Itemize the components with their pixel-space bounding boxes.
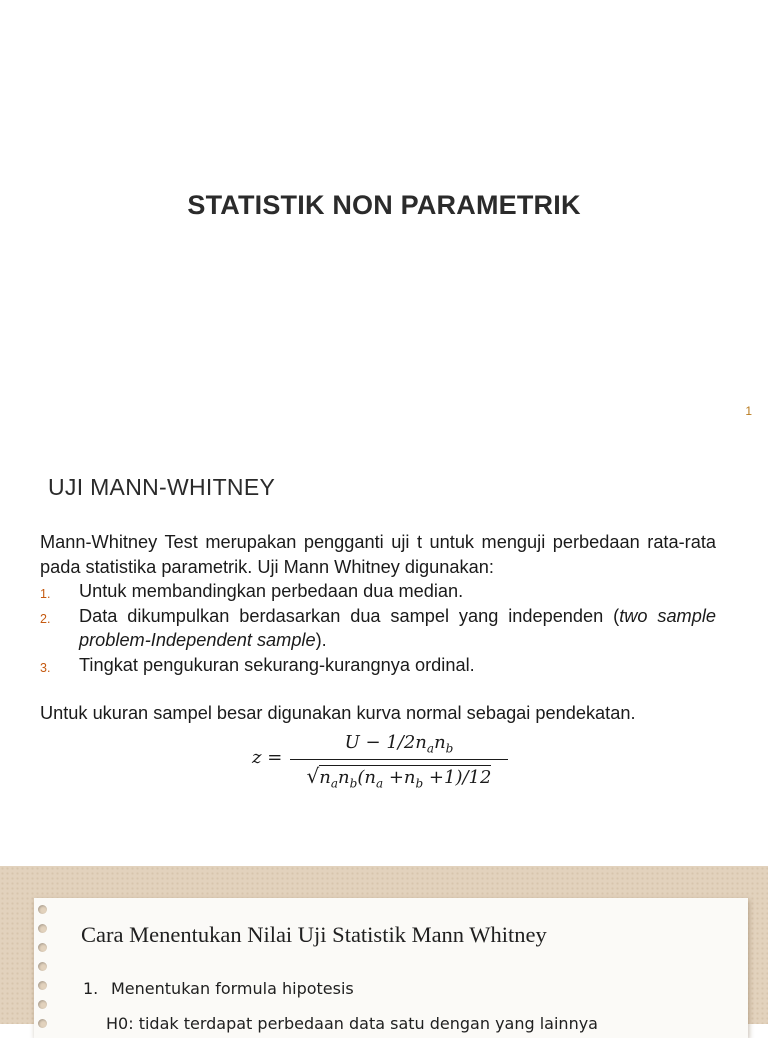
slide-2	[0, 440, 768, 866]
intro-paragraph: Mann-Whitney Test merupakan pengganti uji t untuk menguji perbedaan rata-rata pada statistika parametrik. Uji Mann Whitney digunakan:	[40, 532, 716, 577]
list-item	[40, 604, 716, 653]
formula-numerator: $U - 1/2n_an_b$	[344, 732, 454, 756]
list-text-italic: two sample problem-Independent sample	[79, 605, 716, 650]
binder-hole	[38, 905, 47, 914]
list-text: Untuk membandingkan perbedaan dua median.	[79, 581, 464, 601]
list-number: 2.	[40, 611, 51, 626]
usage-list	[40, 579, 716, 677]
sqrt-sign: √	[306, 764, 320, 788]
list-text-end: ).	[315, 630, 327, 650]
list-text: Data dikumpulkan berdasarkan dua sampel yang independen (	[79, 605, 620, 626]
formula-lhs: z =	[252, 747, 283, 768]
list-text: Tingkat pengukuran sekurang-kurangnya ordinal.	[79, 654, 475, 675]
list-item	[40, 653, 716, 678]
notebook-paper	[34, 898, 748, 1038]
step-item	[83, 979, 354, 998]
step-text: Menentukan formula hipotesis	[111, 979, 354, 998]
step-number: 1.	[83, 979, 99, 998]
formula-fraction	[290, 728, 508, 790]
section-heading: UJI MANN-WHITNEY	[48, 474, 276, 500]
slide-body	[40, 530, 716, 726]
slide-3	[0, 866, 768, 1033]
fraction-bar	[290, 759, 508, 760]
binder-hole	[38, 981, 47, 990]
binder-hole	[38, 943, 47, 952]
slide-1	[0, 0, 768, 440]
binder-hole	[38, 962, 47, 971]
formula-denominator: $√n_an_b(n_a +n_b +1)/12$	[306, 764, 492, 791]
list-number: 1.	[40, 587, 51, 601]
page-number: 1	[745, 404, 752, 418]
paper-title: Cara Menentukan Nilai Uji Statistik Mann Whitney	[81, 922, 547, 947]
binder-hole	[38, 1000, 47, 1009]
binder-hole	[38, 924, 47, 933]
closing-sentence: Untuk ukuran sampel besar digunakan kurva normal sebagai pendekatan.	[40, 703, 636, 723]
slide-title: STATISTIK NON PARAMETRIK	[187, 190, 581, 220]
list-item	[40, 579, 716, 604]
hypothesis-text: H0: tidak terdapat perbedaan data satu dengan yang lainnya	[106, 1014, 598, 1033]
list-number: 3.	[40, 660, 51, 675]
